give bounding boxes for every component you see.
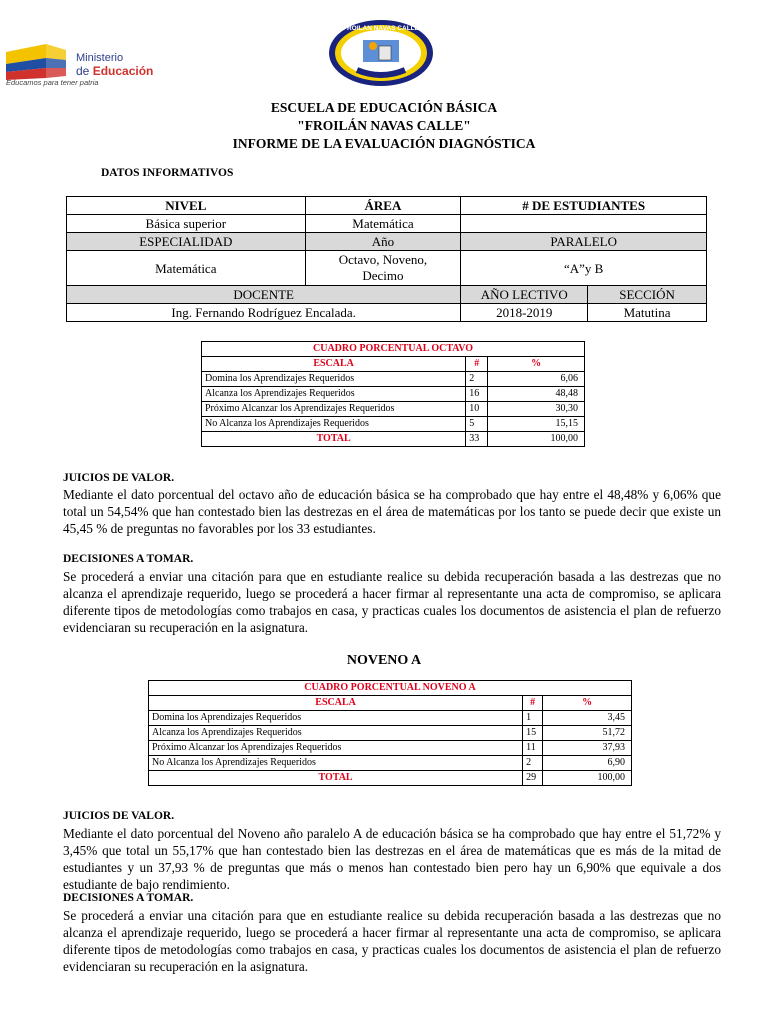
noveno-juicios-text: Mediante el dato porcentual del Noveno año paralelo A de educación básica se ha comprobado que hay entre el 51,72% y 3,45% que total un 55,17% que han contestado bien las destrezas en el área de matemáticas que es más de la mitad de estudiantes y un 37,93 % de preguntas que más o menos han contestado bien pero hay un 6,90% que equivale a dos estudiante de bajo rendimiento. — [63, 826, 721, 892]
table-row: No Alcanza los Aprendizajes Requeridos 5 15,15 — [202, 417, 585, 432]
h-paralelo: PARALELO — [461, 233, 707, 251]
v-docente: Ing. Fernando Rodríguez Encalada. — [67, 304, 461, 322]
v-paralelo: “A”y B — [461, 251, 707, 286]
table-row: Alcanza los Aprendizajes Requeridos 15 51,72 — [149, 726, 632, 741]
noveno-col-pct: % — [543, 696, 632, 711]
total-row: TOTAL 33 100,00 — [202, 432, 585, 447]
v-nivel: Básica superior — [67, 215, 306, 233]
v-area: Matemática — [305, 215, 461, 233]
noveno-decisiones-text: Se procederá a enviar una citación para que en estudiante realice su debida recuperación basada a las destrezas que no alcanza el aprendizaje requerido, luego se procederá a hacer firmar al representante una acta de compromiso, se aplicara diferente tipos de metodologías como trabajos en casa, y practicas cuales los documentos de asistencia el plan de refuerzo evidenciaran su recuperación en la asignatura. — [63, 908, 721, 974]
h-lectivo: AÑO LECTIVO — [461, 286, 588, 304]
noveno-decisiones-label: DECISIONES A TOMAR. — [63, 892, 194, 904]
h-anio: Año — [305, 233, 461, 251]
school-name: "FROILÁN NAVAS CALLE" — [297, 118, 471, 133]
octavo-juicios-text: Mediante el dato porcentual del octavo año de educación básica se ha comprobado que hay entre el 48,48% y 6,06% que total un 54,54% que han contestado bien las destrezas en el área de matemáticas por los tanto se puede decir que existe un 45,45 % de preguntas no favorables por los 33 estudiantes. — [63, 487, 721, 536]
octavo-juicios-label: JUICIOS DE VALOR. — [63, 472, 175, 484]
school-seal-logo — [327, 18, 435, 88]
octavo-decisiones-text: Se procederá a enviar una citación para que en estudiante realice su debida recuperación basada a las destrezas que no alcanza el aprendizaje requerido, luego se procederá a hacer firmar al representante una acta de compromiso, se aplicara diferente tipos de metodologías como trabajos en casa, y practicas cuales los documentos de asistencia el plan de refuerzo evidenciaran su recuperación en la asignatura. — [63, 569, 721, 635]
ministerio-line2: de Educación — [76, 64, 154, 78]
datos-label: DATOS INFORMATIVOS — [101, 167, 234, 179]
octavo-title: CUADRO PORCENTUAL OCTAVO — [202, 342, 585, 357]
ministerio-tagline: Educamos para tener patria — [6, 78, 99, 87]
octavo-table — [201, 341, 585, 447]
table-row: Domina los Aprendizajes Requeridos 2 6,06 — [202, 372, 585, 387]
table-row: Próximo Alcanzar los Aprendizajes Requeridos 11 37,93 — [149, 741, 632, 756]
v-lectivo: 2018-2019 — [461, 304, 588, 322]
noveno-col-num: # — [523, 696, 543, 711]
table-row: No Alcanza los Aprendizajes Requeridos 2 6,90 — [149, 756, 632, 771]
school-type: ESCUELA DE EDUCACIÓN BÁSICA — [270, 100, 498, 115]
svg-text:FROILAN NAVAS CALLE: FROILAN NAVAS CALLE — [343, 25, 419, 32]
table-row: Próximo Alcanzar los Aprendizajes Requeridos 10 30,30 — [202, 402, 585, 417]
h-nivel: NIVEL — [67, 197, 306, 215]
report-title: INFORME DE LA EVALUACIÓN DIAGNÓSTICA — [232, 136, 536, 151]
noveno-juicios-label: JUICIOS DE VALOR. — [63, 810, 175, 822]
ministerio-logo — [6, 40, 176, 92]
octavo-col-pct: % — [488, 357, 585, 372]
noveno-title: CUADRO PORCENTUAL NOVENO A — [149, 681, 632, 696]
total-row: TOTAL 29 100,00 — [149, 771, 632, 786]
ecuador-flag-icon — [6, 44, 68, 80]
v-seccion: Matutina — [588, 304, 707, 322]
v-anio: Octavo, Noveno, Decimo — [305, 251, 461, 286]
table-row: Alcanza los Aprendizajes Requeridos 16 48,48 — [202, 387, 585, 402]
h-especialidad: ESPECIALIDAD — [67, 233, 306, 251]
info-table — [66, 196, 707, 322]
octavo-decisiones-label: DECISIONES A TOMAR. — [63, 553, 194, 565]
octavo-col-num: # — [466, 357, 488, 372]
noveno-col-escala: ESCALA — [149, 696, 523, 711]
h-area: ÁREA — [305, 197, 461, 215]
noveno-table — [148, 680, 632, 786]
table-row: Domina los Aprendizajes Requeridos 1 3,45 — [149, 711, 632, 726]
octavo-col-escala: ESCALA — [202, 357, 466, 372]
v-especialidad: Matemática — [67, 251, 306, 286]
v-estudiantes — [461, 215, 707, 233]
h-seccion: SECCIÓN — [588, 286, 707, 304]
noveno-heading: NOVENO A — [346, 653, 422, 668]
h-docente: DOCENTE — [67, 286, 461, 304]
h-estudiantes: # DE ESTUDIANTES — [461, 197, 707, 215]
ministerio-line1: Ministerio — [76, 52, 124, 64]
